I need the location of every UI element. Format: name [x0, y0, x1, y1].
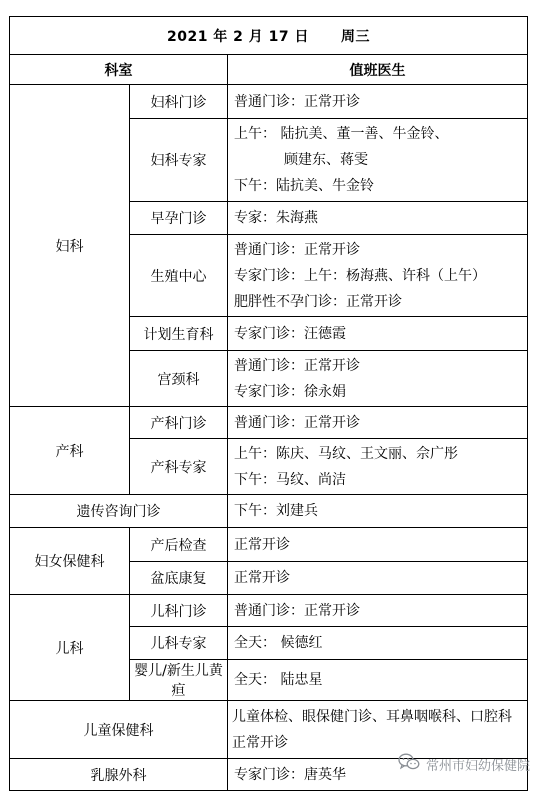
doctor-line: 下午：陆抗美、牛金铃	[234, 178, 374, 194]
subdept-reproductive-center: 生殖中心	[130, 235, 228, 317]
subdept-fuke-clinic: 妇科门诊	[130, 85, 228, 119]
doctor-cell	[228, 660, 528, 701]
doctor-line: 专家门诊：徐永娟	[234, 383, 346, 400]
doctor-line: 肥胖性不孕门诊：正常开诊	[234, 293, 402, 310]
doctor-line: 正常开诊	[232, 734, 288, 751]
doctor-cell	[228, 495, 528, 528]
doctor-line: 普通门诊：正常开诊	[234, 241, 360, 258]
table-row	[10, 701, 528, 759]
date-text: 2021 年 2 月 17 日	[166, 28, 310, 45]
doctor-line: 上午：陈庆、马纹、王文丽、佘广彤	[234, 445, 458, 462]
header-doctor: 值班医生	[228, 55, 528, 85]
doctor-line: 专家门诊：上午：杨海燕、许科（上午）	[234, 267, 486, 284]
title-row	[10, 17, 528, 55]
header-dept: 科室	[10, 55, 228, 85]
watermark-text: 常州市妇幼保健院	[426, 758, 531, 774]
doctor-cell	[228, 407, 528, 439]
table-row	[10, 85, 528, 119]
doctor-cell	[228, 351, 528, 407]
subdept-early-pregnancy: 早孕门诊	[130, 202, 228, 235]
table-title	[10, 17, 528, 55]
subdept-obstetric-expert: 产科专家	[130, 439, 228, 495]
dept-pediatrics: 儿科	[10, 595, 130, 701]
dept-breast-surgery: 乳腺外科	[10, 759, 228, 791]
schedule-table	[9, 16, 531, 791]
doctor-line: 普通门诊：正常开诊	[234, 414, 360, 431]
doctor-line: 专家门诊：唐英华	[234, 766, 346, 783]
doctor-line: 儿童体检、眼保健门诊、耳鼻咽喉科、口腔科	[232, 708, 512, 725]
weekday-text: 周三	[341, 28, 371, 45]
dept-genetic-counseling: 遗传咨询门诊	[10, 495, 228, 528]
table-row	[10, 495, 528, 528]
doctor-cell	[228, 701, 528, 759]
doctor-line: 上午： 陆抗美、董一善、牛金铃、	[234, 126, 449, 142]
subdept-obstetric-clinic: 产科门诊	[130, 407, 228, 439]
watermark	[398, 751, 534, 777]
subdept-pediatric-clinic: 儿科门诊	[130, 595, 228, 627]
doctor-line: 专家门诊：汪德霞	[234, 325, 346, 342]
doctor-cell	[228, 627, 528, 660]
subdept-family-planning: 计划生育科	[130, 317, 228, 351]
doctor-line: 正常开诊	[234, 570, 290, 586]
subdept-pelvic-floor: 盆底康复	[130, 562, 228, 595]
doctor-cell	[228, 202, 528, 235]
doctor-line: 全天： 候德红	[234, 635, 323, 651]
doctor-cell	[228, 119, 528, 202]
doctor-line: 顾建东、蒋雯	[284, 152, 368, 168]
doctor-cell	[228, 528, 528, 562]
wechat-icon	[398, 753, 420, 775]
doctor-line: 下午：马纹、尚洁	[234, 471, 346, 488]
doctor-line: 专家：朱海燕	[234, 210, 318, 226]
doctor-line: 正常开诊	[234, 536, 290, 553]
doctor-cell	[228, 85, 528, 119]
dept-women-health: 妇女保健科	[10, 528, 130, 595]
subdept-pediatric-expert: 儿科专家	[130, 627, 228, 660]
doctor-line: 普通门诊：正常开诊	[234, 357, 360, 374]
doctor-cell	[228, 317, 528, 351]
header-row	[10, 55, 528, 85]
table-row	[10, 407, 528, 439]
doctor-cell	[228, 235, 528, 317]
doctor-line: 下午：刘建兵	[234, 503, 318, 519]
dept-child-health: 儿童保健科	[10, 701, 228, 759]
doctor-line: 普通门诊：正常开诊	[234, 602, 360, 619]
dept-fuke: 妇科	[10, 85, 130, 407]
dept-chanke: 产科	[10, 407, 130, 495]
doctor-cell	[228, 439, 528, 495]
doctor-line: 普通门诊：正常开诊	[234, 93, 360, 110]
table-row	[10, 595, 528, 627]
subdept-postpartum: 产后检查	[130, 528, 228, 562]
subdept-neonatal-jaundice: 婴儿/新生儿黄疸	[130, 660, 228, 701]
duty-schedule	[9, 16, 527, 786]
doctor-cell	[228, 595, 528, 627]
subdept-fuke-expert: 妇科专家	[130, 119, 228, 202]
table-row	[10, 528, 528, 562]
subdept-cervical: 宫颈科	[130, 351, 228, 407]
doctor-line: 全天： 陆忠星	[234, 672, 323, 688]
doctor-cell	[228, 562, 528, 595]
